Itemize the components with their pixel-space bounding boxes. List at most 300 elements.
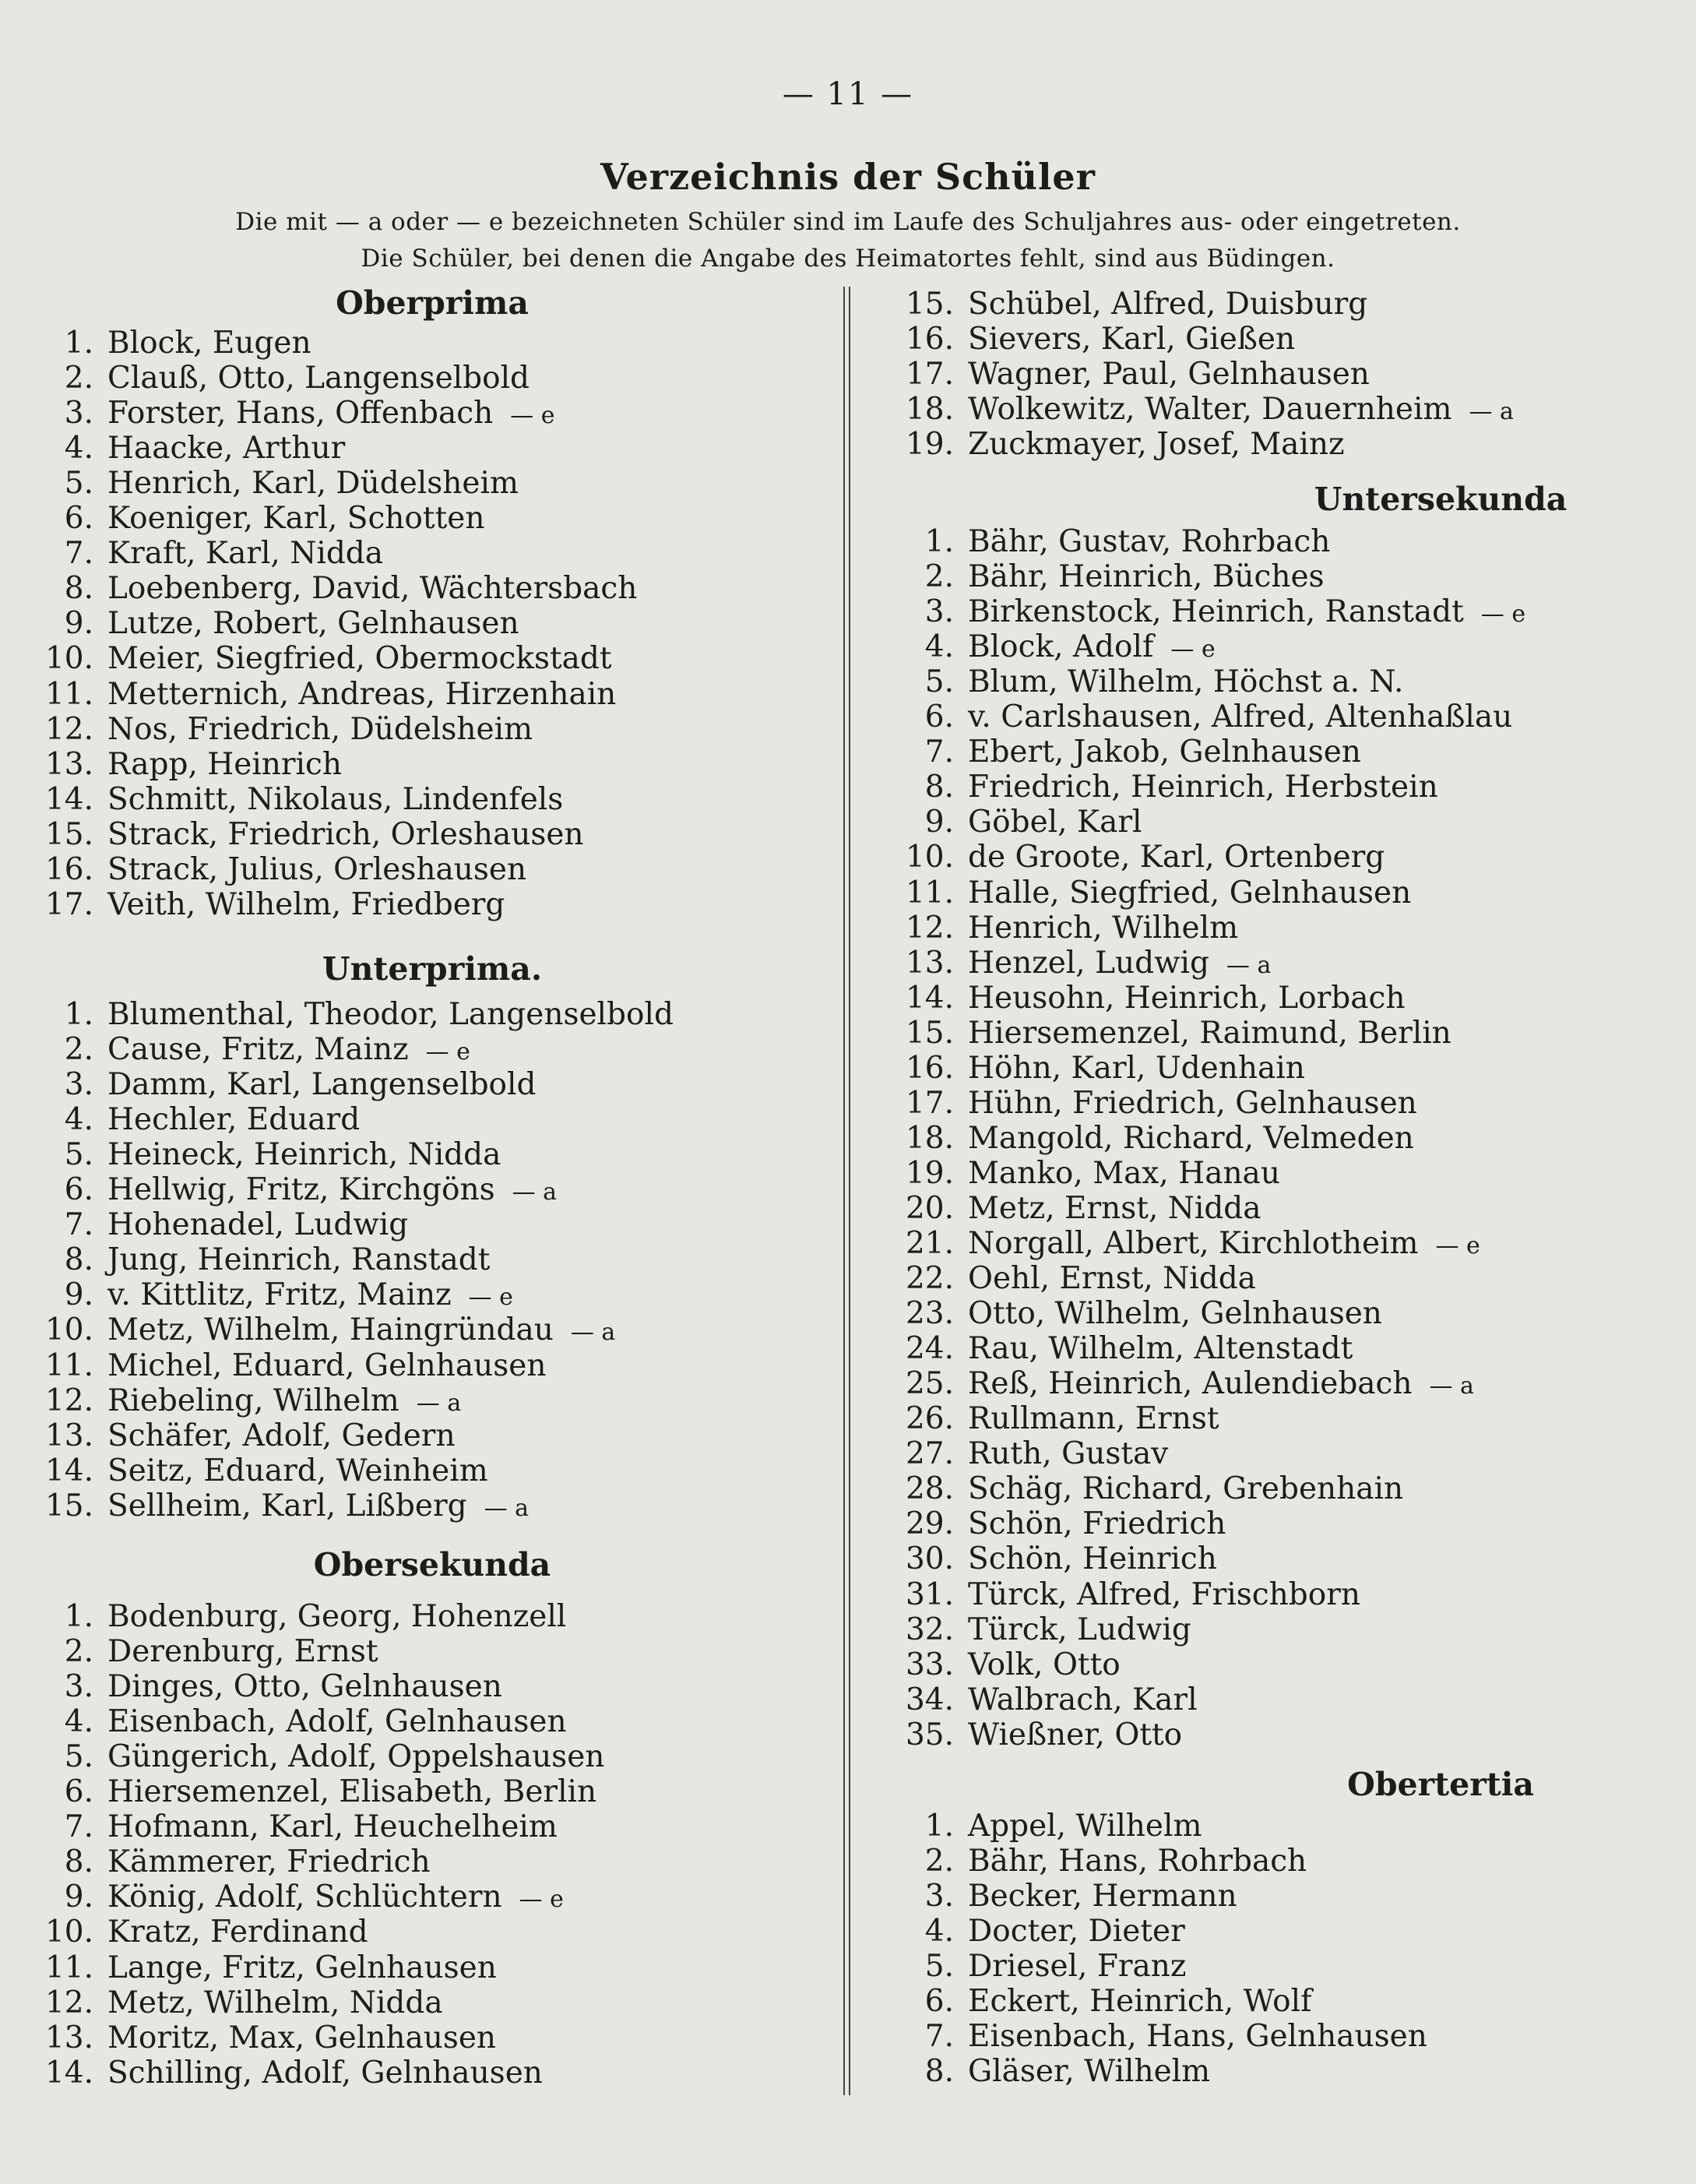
section-heading: Unterprima. bbox=[322, 950, 543, 988]
student-name: Gläser, Wilhelm bbox=[968, 2054, 1211, 2090]
student-entry bbox=[899, 559, 1325, 594]
student-name: Birkenstock, Heinrich, Ranstadt bbox=[968, 594, 1464, 630]
student-number: 8. bbox=[924, 770, 954, 805]
student-number: 30. bbox=[905, 1541, 954, 1577]
student-name: Schäfer, Adolf, Gedern bbox=[107, 1418, 456, 1453]
student-name: Wolkewitz, Walter, Dauernheim bbox=[968, 392, 1452, 428]
student-entry bbox=[899, 1809, 1202, 1844]
student-number: 12. bbox=[44, 1985, 93, 2020]
student-name: Eisenbach, Hans, Gelnhausen bbox=[968, 2019, 1427, 2055]
student-name: Appel, Wilhelm bbox=[968, 1809, 1202, 1844]
student-name: Kämmerer, Friedrich bbox=[107, 1844, 431, 1880]
student-number: 16. bbox=[905, 322, 954, 358]
status-mark: — e bbox=[425, 1038, 470, 1066]
student-number: 12. bbox=[44, 711, 93, 747]
student-number: 2. bbox=[924, 1844, 954, 1879]
student-number: 7. bbox=[64, 536, 93, 572]
student-number: 27. bbox=[905, 1436, 954, 1472]
student-entry bbox=[899, 1914, 1185, 1949]
student-name: Türck, Ludwig bbox=[968, 1612, 1191, 1647]
student-number: 14. bbox=[44, 1453, 93, 1488]
student-name: Eckert, Heinrich, Wolf bbox=[968, 1984, 1312, 2020]
student-entry bbox=[899, 911, 1238, 946]
student-entry bbox=[39, 852, 526, 887]
student-entry bbox=[39, 1915, 368, 1950]
student-number: 9. bbox=[64, 1277, 93, 1313]
student-name: Ebert, Jakob, Gelnhausen bbox=[968, 734, 1361, 770]
student-entry bbox=[39, 1669, 502, 1704]
student-name: Kratz, Ferdinand bbox=[107, 1915, 368, 1950]
student-name: Mangold, Richard, Velmeden bbox=[968, 1120, 1414, 1156]
student-number: 7. bbox=[64, 1809, 93, 1845]
status-mark: — e bbox=[1435, 1232, 1480, 1259]
student-entry bbox=[39, 782, 563, 817]
student-entry bbox=[39, 1739, 604, 1774]
student-name: Rullmann, Ernst bbox=[968, 1401, 1219, 1437]
student-name: Reß, Heinrich, Aulendiebach bbox=[968, 1366, 1413, 1402]
student-entry bbox=[899, 1844, 1307, 1879]
student-name: Heineck, Heinrich, Nidda bbox=[107, 1137, 501, 1173]
student-number: 23. bbox=[905, 1296, 954, 1332]
student-entry bbox=[899, 734, 1361, 770]
student-number: 8. bbox=[64, 1242, 93, 1278]
student-number: 7. bbox=[924, 734, 954, 770]
student-name: Sellheim, Karl, Lißberg bbox=[107, 1488, 467, 1524]
student-entry bbox=[899, 1261, 1256, 1296]
student-name: Blum, Wilhelm, Höchst a. N. bbox=[968, 664, 1404, 700]
student-name: Oehl, Ernst, Nidda bbox=[968, 1261, 1256, 1297]
student-number: 26. bbox=[905, 1401, 954, 1437]
student-entry bbox=[39, 1634, 378, 1669]
student-name: Schäg, Richard, Grebenhain bbox=[968, 1471, 1404, 1507]
student-entry bbox=[39, 712, 533, 747]
student-name: Driesel, Franz bbox=[968, 1949, 1187, 1985]
student-entry bbox=[899, 322, 1295, 357]
student-entry bbox=[39, 1277, 513, 1312]
student-number: 10. bbox=[44, 1312, 93, 1348]
student-entry bbox=[899, 1121, 1414, 1156]
student-entry bbox=[39, 1599, 566, 1634]
student-entry bbox=[39, 887, 505, 922]
student-number: 10. bbox=[44, 641, 93, 677]
student-number: 9. bbox=[64, 1879, 93, 1915]
student-name: Meier, Siegfried, Obermockstadt bbox=[107, 641, 612, 677]
student-entry bbox=[39, 571, 637, 606]
student-entry bbox=[899, 1612, 1191, 1647]
legend-note-2: Die Schüler, bei denen die Angabe des Heimatortes fehlt, sind aus Büdingen. bbox=[361, 245, 1335, 273]
student-entry bbox=[39, 1067, 536, 1102]
student-name: Wagner, Paul, Gelnhausen bbox=[968, 357, 1370, 393]
student-number: 3. bbox=[64, 1669, 93, 1705]
student-number: 21. bbox=[905, 1226, 954, 1261]
student-number: 35. bbox=[905, 1717, 954, 1752]
section-heading: Oberprima bbox=[336, 284, 529, 322]
student-number: 2. bbox=[64, 1634, 93, 1670]
student-number: 2. bbox=[924, 559, 954, 595]
student-entry bbox=[39, 431, 345, 466]
section-heading: Untersekunda bbox=[1314, 481, 1568, 518]
status-mark: — a bbox=[416, 1389, 462, 1417]
student-name: Metternich, Andreas, Hirzenhain bbox=[107, 676, 617, 712]
student-number: 2. bbox=[64, 1032, 93, 1068]
student-number: 5. bbox=[924, 1949, 954, 1985]
student-name: Metz, Wilhelm, Haingründau bbox=[107, 1312, 554, 1348]
student-name: Henzel, Ludwig bbox=[968, 945, 1209, 981]
student-entry bbox=[39, 1418, 456, 1453]
student-name: Kraft, Karl, Nidda bbox=[107, 536, 384, 572]
student-number: 3. bbox=[64, 1067, 93, 1103]
student-name: Sievers, Karl, Gießen bbox=[968, 322, 1296, 358]
student-name: Blumenthal, Theodor, Langenselbold bbox=[107, 997, 674, 1032]
student-name: v. Kittlitz, Fritz, Mainz bbox=[107, 1277, 452, 1313]
student-name: Rapp, Heinrich bbox=[107, 746, 342, 782]
student-number: 1. bbox=[924, 524, 954, 559]
student-name: Walbrach, Karl bbox=[968, 1682, 1198, 1717]
student-number: 10. bbox=[44, 1915, 93, 1950]
page-title: Verzeichnis der Schüler bbox=[600, 156, 1096, 198]
student-entry bbox=[899, 1541, 1217, 1576]
student-number: 4. bbox=[64, 1102, 93, 1138]
student-name: Henrich, Karl, Düdelsheim bbox=[107, 466, 519, 502]
student-number: 3. bbox=[924, 1879, 954, 1915]
student-number: 1. bbox=[64, 326, 93, 361]
student-name: Forster, Hans, Offenbach bbox=[107, 396, 494, 432]
student-entry bbox=[39, 1348, 546, 1383]
status-mark: — e bbox=[519, 1886, 564, 1914]
student-number: 32. bbox=[905, 1612, 954, 1647]
student-name: Veith, Wilhelm, Friedberg bbox=[107, 886, 505, 922]
student-entry bbox=[39, 466, 519, 501]
student-entry bbox=[39, 361, 530, 396]
student-entry bbox=[39, 641, 612, 676]
student-entry bbox=[39, 501, 484, 536]
student-number: 16. bbox=[44, 851, 93, 887]
student-entry bbox=[899, 1051, 1305, 1086]
student-entry bbox=[39, 1102, 360, 1137]
student-number: 19. bbox=[905, 427, 954, 463]
student-name: Hiersemenzel, Elisabeth, Berlin bbox=[107, 1774, 597, 1810]
status-mark: — a bbox=[570, 1319, 616, 1347]
student-name: Strack, Friedrich, Orleshausen bbox=[107, 816, 584, 852]
student-number: 13. bbox=[44, 746, 93, 782]
student-number: 6. bbox=[64, 501, 93, 537]
student-name: Strack, Julius, Orleshausen bbox=[107, 851, 527, 887]
status-mark: — e bbox=[1170, 636, 1216, 664]
student-entry bbox=[899, 946, 1271, 981]
student-number: 3. bbox=[64, 396, 93, 432]
student-number: 1. bbox=[64, 1599, 93, 1634]
student-name: Hechler, Eduard bbox=[107, 1102, 361, 1138]
student-entry bbox=[39, 1488, 529, 1524]
student-number: 25. bbox=[905, 1366, 954, 1402]
status-mark: — e bbox=[510, 402, 555, 430]
student-name: Damm, Karl, Langenselbold bbox=[107, 1067, 537, 1103]
student-entry bbox=[899, 524, 1330, 559]
student-entry bbox=[899, 1296, 1382, 1331]
student-name: Lutze, Robert, Gelnhausen bbox=[107, 606, 519, 642]
student-entry bbox=[899, 594, 1525, 629]
student-number: 24. bbox=[905, 1331, 954, 1367]
student-number: 15. bbox=[44, 1488, 93, 1524]
student-entry bbox=[899, 1577, 1360, 1612]
student-entry bbox=[39, 1774, 596, 1809]
student-entry bbox=[39, 1844, 431, 1879]
student-entry bbox=[39, 1383, 461, 1418]
student-number: 16. bbox=[905, 1050, 954, 1086]
student-entry bbox=[39, 1137, 501, 1172]
student-name: Wießner, Otto bbox=[968, 1717, 1183, 1752]
student-number: 22. bbox=[905, 1261, 954, 1297]
student-entry bbox=[39, 1172, 557, 1207]
student-number: 13. bbox=[905, 945, 954, 981]
student-entry bbox=[899, 1647, 1121, 1682]
student-number: 1. bbox=[924, 1809, 954, 1844]
student-number: 17. bbox=[905, 357, 954, 393]
student-number: 6. bbox=[924, 699, 954, 735]
student-number: 20. bbox=[905, 1190, 954, 1226]
student-entry bbox=[899, 2054, 1210, 2089]
student-number: 8. bbox=[64, 571, 93, 607]
student-entry bbox=[39, 2055, 543, 2091]
student-number: 14. bbox=[44, 781, 93, 817]
student-number: 5. bbox=[924, 664, 954, 700]
student-name: Schübel, Alfred, Duisburg bbox=[968, 287, 1368, 322]
student-name: Volk, Otto bbox=[968, 1647, 1121, 1682]
student-entry bbox=[39, 1704, 567, 1739]
student-number: 4. bbox=[64, 431, 93, 467]
student-number: 11. bbox=[905, 875, 954, 911]
student-number: 4. bbox=[924, 629, 954, 665]
student-entry bbox=[899, 1436, 1168, 1471]
student-number: 7. bbox=[64, 1207, 93, 1243]
student-name: Loebenberg, David, Wächtersbach bbox=[107, 571, 638, 607]
column-divider bbox=[843, 287, 845, 2095]
student-name: Schmitt, Nikolaus, Lindenfels bbox=[107, 781, 564, 817]
student-number: 18. bbox=[905, 392, 954, 428]
student-name: Bähr, Heinrich, Büches bbox=[968, 559, 1325, 595]
section-heading: Obertertia bbox=[1347, 1766, 1534, 1803]
student-name: Hühn, Friedrich, Gelnhausen bbox=[968, 1085, 1417, 1121]
student-entry bbox=[39, 817, 584, 852]
student-entry bbox=[899, 770, 1438, 805]
student-number: 6. bbox=[924, 1984, 954, 2020]
student-number: 13. bbox=[44, 2020, 93, 2055]
student-number: 9. bbox=[64, 606, 93, 642]
student-entry bbox=[39, 536, 383, 571]
student-name: Bähr, Hans, Rohrbach bbox=[968, 1844, 1307, 1879]
student-name: Eisenbach, Adolf, Gelnhausen bbox=[107, 1704, 567, 1740]
student-number: 11. bbox=[44, 1950, 93, 1985]
student-number: 15. bbox=[905, 287, 954, 322]
student-entry bbox=[899, 427, 1345, 462]
status-mark: — a bbox=[512, 1178, 558, 1206]
student-entry bbox=[899, 1366, 1474, 1401]
student-entry bbox=[899, 392, 1514, 427]
student-name: Dinges, Otto, Gelnhausen bbox=[107, 1669, 502, 1705]
student-name: Zuckmayer, Josef, Mainz bbox=[968, 427, 1345, 463]
student-number: 18. bbox=[905, 1120, 954, 1156]
student-entry bbox=[899, 1156, 1280, 1191]
student-entry bbox=[39, 1950, 497, 1985]
student-entry bbox=[899, 287, 1367, 322]
student-entry bbox=[899, 664, 1403, 699]
student-number: 8. bbox=[64, 1844, 93, 1880]
student-name: Block, Adolf bbox=[968, 629, 1154, 665]
student-entry bbox=[39, 747, 342, 782]
student-entry bbox=[39, 326, 311, 361]
status-mark: — a bbox=[1469, 398, 1514, 426]
student-name: Güngerich, Adolf, Oppelshausen bbox=[107, 1739, 605, 1775]
student-number: 11. bbox=[44, 676, 93, 712]
student-name: Hohenadel, Ludwig bbox=[107, 1207, 409, 1243]
student-entry bbox=[39, 1453, 488, 1488]
student-name: Bodenburg, Georg, Hohenzell bbox=[107, 1599, 567, 1634]
student-name: Haacke, Arthur bbox=[107, 431, 346, 467]
student-name: v. Carlshausen, Alfred, Altenhaßlau bbox=[968, 699, 1513, 735]
status-mark: — e bbox=[468, 1284, 513, 1312]
student-number: 17. bbox=[905, 1085, 954, 1121]
status-mark: — a bbox=[484, 1494, 529, 1522]
student-entry bbox=[899, 357, 1370, 392]
student-number: 4. bbox=[924, 1914, 954, 1950]
student-number: 17. bbox=[44, 886, 93, 922]
student-name: Manko, Max, Hanau bbox=[968, 1155, 1280, 1191]
student-entry bbox=[899, 2019, 1427, 2054]
student-entry bbox=[39, 1242, 490, 1277]
student-entry bbox=[899, 1984, 1312, 2019]
student-entry bbox=[899, 1506, 1226, 1541]
student-name: Bähr, Gustav, Rohrbach bbox=[968, 524, 1331, 559]
page-number: — 11 — bbox=[782, 76, 914, 112]
section-heading: Obersekunda bbox=[313, 1546, 551, 1583]
student-number: 8. bbox=[924, 2054, 954, 2090]
student-name: Metz, Ernst, Nidda bbox=[968, 1190, 1261, 1226]
student-number: 1. bbox=[64, 997, 93, 1032]
student-name: de Groote, Karl, Ortenberg bbox=[968, 840, 1385, 875]
student-entry bbox=[899, 840, 1385, 875]
student-name: Lange, Fritz, Gelnhausen bbox=[107, 1950, 497, 1985]
student-number: 5. bbox=[64, 1739, 93, 1775]
student-name: Schön, Heinrich bbox=[968, 1541, 1217, 1577]
student-entry bbox=[899, 1331, 1353, 1366]
status-mark: — e bbox=[1480, 601, 1526, 629]
student-name: Norgall, Albert, Kirchlotheim bbox=[968, 1226, 1419, 1261]
student-entry bbox=[39, 1207, 408, 1242]
student-entry bbox=[899, 1949, 1186, 1984]
student-name: Henrich, Wilhelm bbox=[968, 910, 1239, 946]
student-number: 7. bbox=[924, 2019, 954, 2055]
student-entry bbox=[899, 699, 1512, 734]
column-divider bbox=[849, 287, 850, 2095]
student-entry bbox=[899, 1086, 1417, 1121]
student-entry bbox=[39, 1809, 558, 1844]
student-name: Friedrich, Heinrich, Herbstein bbox=[968, 770, 1438, 805]
student-entry bbox=[899, 1226, 1480, 1261]
student-name: Riebeling, Wilhelm bbox=[107, 1383, 399, 1418]
student-name: Schilling, Adolf, Gelnhausen bbox=[107, 2055, 543, 2091]
student-entry bbox=[899, 1016, 1451, 1051]
student-entry bbox=[899, 1682, 1198, 1717]
student-name: Michel, Eduard, Gelnhausen bbox=[107, 1347, 547, 1383]
student-name: Moritz, Max, Gelnhausen bbox=[107, 2020, 497, 2055]
student-number: 14. bbox=[905, 980, 954, 1016]
status-mark: — a bbox=[1429, 1372, 1474, 1400]
student-entry bbox=[39, 1312, 615, 1347]
student-name: Becker, Hermann bbox=[968, 1879, 1237, 1915]
student-number: 6. bbox=[64, 1172, 93, 1208]
student-number: 34. bbox=[905, 1682, 954, 1717]
student-name: Hiersemenzel, Raimund, Berlin bbox=[968, 1015, 1451, 1051]
student-number: 13. bbox=[44, 1418, 93, 1453]
student-name: Ruth, Gustav bbox=[968, 1436, 1169, 1472]
student-number: 11. bbox=[44, 1347, 93, 1383]
student-entry bbox=[39, 2020, 496, 2055]
student-entry bbox=[899, 629, 1216, 664]
student-entry bbox=[899, 875, 1411, 911]
student-entry bbox=[899, 1879, 1237, 1914]
student-entry bbox=[39, 606, 519, 641]
student-number: 5. bbox=[64, 1137, 93, 1173]
student-number: 3. bbox=[924, 594, 954, 630]
student-entry bbox=[39, 1032, 470, 1067]
student-name: Höhn, Karl, Udenhain bbox=[968, 1050, 1305, 1086]
student-name: Göbel, Karl bbox=[968, 805, 1142, 840]
student-number: 12. bbox=[44, 1383, 93, 1418]
student-number: 31. bbox=[905, 1576, 954, 1612]
student-entry bbox=[39, 1879, 564, 1915]
student-name: Halle, Siegfried, Gelnhausen bbox=[968, 875, 1412, 911]
student-entry bbox=[899, 1191, 1261, 1226]
student-entry bbox=[39, 997, 674, 1032]
student-entry bbox=[899, 1401, 1219, 1436]
student-name: Nos, Friedrich, Düdelsheim bbox=[107, 711, 533, 747]
student-number: 14. bbox=[44, 2055, 93, 2091]
status-mark: — a bbox=[1226, 951, 1272, 979]
student-name: Hellwig, Fritz, Kirchgöns bbox=[107, 1172, 495, 1208]
student-number: 28. bbox=[905, 1471, 954, 1507]
student-number: 4. bbox=[64, 1704, 93, 1740]
student-number: 33. bbox=[905, 1647, 954, 1682]
student-number: 5. bbox=[64, 466, 93, 502]
student-number: 29. bbox=[905, 1506, 954, 1542]
student-number: 9. bbox=[924, 805, 954, 840]
student-name: Rau, Wilhelm, Altenstadt bbox=[968, 1331, 1353, 1367]
student-name: Türck, Alfred, Frischborn bbox=[968, 1576, 1360, 1612]
student-name: Jung, Heinrich, Ranstadt bbox=[107, 1242, 491, 1278]
student-entry bbox=[39, 677, 616, 712]
student-name: Schön, Friedrich bbox=[968, 1506, 1226, 1542]
student-number: 12. bbox=[905, 910, 954, 946]
student-name: Cause, Fritz, Mainz bbox=[107, 1032, 409, 1068]
student-entry bbox=[899, 981, 1405, 1016]
student-entry bbox=[899, 1471, 1403, 1506]
student-number: 19. bbox=[905, 1155, 954, 1191]
student-entry bbox=[39, 1985, 443, 2020]
student-name: Metz, Wilhelm, Nidda bbox=[107, 1985, 443, 2020]
student-name: König, Adolf, Schlüchtern bbox=[107, 1879, 502, 1915]
student-entry bbox=[39, 396, 555, 431]
student-name: Hofmann, Karl, Heuchelheim bbox=[107, 1809, 558, 1845]
student-number: 2. bbox=[64, 361, 93, 396]
student-name: Koeniger, Karl, Schotten bbox=[107, 501, 485, 537]
student-name: Seitz, Eduard, Weinheim bbox=[107, 1453, 488, 1488]
student-number: 6. bbox=[64, 1774, 93, 1810]
student-name: Docter, Dieter bbox=[968, 1914, 1185, 1950]
student-number: 10. bbox=[905, 840, 954, 875]
student-name: Derenburg, Ernst bbox=[107, 1634, 378, 1670]
student-name: Clauß, Otto, Langenselbold bbox=[107, 361, 530, 396]
student-number: 15. bbox=[44, 816, 93, 852]
